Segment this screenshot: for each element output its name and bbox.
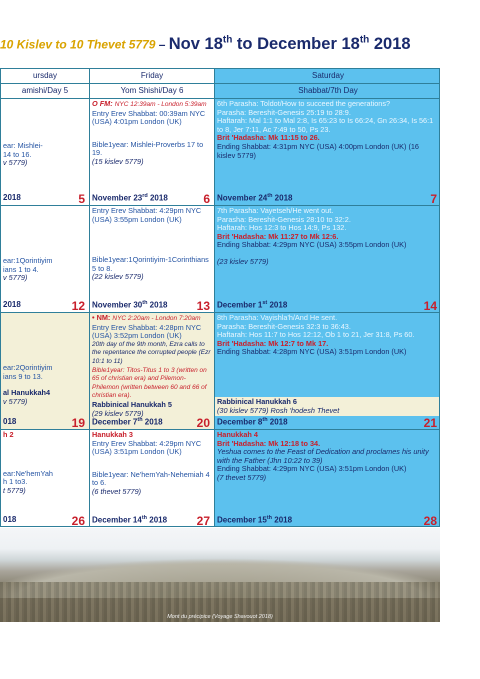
day-number: 13 [196,299,210,313]
day-number: 5 [78,192,85,206]
page-title: 10 Kislev to 10 Thevet 5779 – Nov 18th to December 18th 2018 [0,34,411,53]
day-number: 27 [196,514,210,527]
day-cell-thursday: ear:2Qorintiyim ians 9 to 13. al Hanukkah4 v 5779) 018 19 [1,313,89,430]
photo-caption: Mont du précipice (Voyage Shavouot 2018) [167,614,273,620]
parasha-title: 8th Parasha: Vayishla'h/And He sent. [217,313,338,322]
day-cell-saturday: 6th Parasha: Toldot/How to succeed the generations? Parasha: Bereshit-Genesis 25:19 to 28:9. Haftarah: Mal 1:1 to Mal 2:8, Is 65:23 to Is 66:24, Gn 26:34, Is 56:1 to 8, Jer 7:11, Ac 7:49 to 50, Ps 23. Brit 'Hadasha: Mk 11:15 to 26. Ending Shabbat: 4:31pm NYC (USA) 4:00pm London (UK) (16 kislev 5779) November 24th 2018 7 [215,99,440,206]
day-number: 28 [423,514,437,527]
day-cell-friday: Hanukkah 3 Entry Erev Shabbat: 4:29pm NYC (USA) 3:51pm London (UK) Bible1year: Ne'hemYah-Nehemiah 4 to 6. (6 thevet 5779) December 14th 2018 27 [90,430,214,527]
day-number: 19 [71,416,85,430]
day-cell-thursday: h 2 ear:Ne'hemYah h 1 to3. t 5779) 018 26 [1,430,89,527]
day-cell-friday: O FM: NYC 12:39am - London 5:39am Entry Erev Shabbat: 00:39am NYC (USA) 4:01pm London (UK) Bible1year: Mishlei-Proverbs 17 to 19. (15 kislev 5779) November 23rd 2018 6 [90,99,214,206]
landscape-photo [0,528,440,622]
day-number: 12 [71,299,85,313]
date-range-hebrew: 10 Kislev to 10 Thevet 5779 [0,37,156,52]
day-cell-thursday: ear: Mishlei- 14 to 16. v 5779) 2018 5 [1,99,89,206]
date-range-gregorian: Nov 18th to December 18th 2018 [168,34,411,53]
parasha-title: 7th Parasha: Vayetseh/He went out. [217,206,334,215]
column-header-thursday: ursday amishi/Day 5 [1,69,89,99]
column-header-friday: Friday Yom Shishi/Day 6 [90,69,214,99]
column-divider [89,69,90,526]
day-cell-saturday: 7th Parasha: Vayetseh/He went out. Parasha: Bereshit-Genesis 28:10 to 32:2. Haftarah: Hos 12:3 to Hos 14:9, Ps 132. Brit 'Hadasha: Mk 11:27 to Mk 12:6. Ending Shabbat: 4:29pm NYC (USA) 3:55pm London (UK) (23 kislev 5779) December 1st 2018 14 [215,206,440,313]
day-number: 20 [196,416,210,430]
column-divider [214,69,215,526]
column-header-saturday: Saturday Shabbat/7th Day [215,69,440,99]
day-cell-friday: Entry Erev Shabbat: 4:29pm NYC (USA) 3:55pm London (UK) Bible1year:1Qorintiyim-1Corinthians 5 to 8. (22 kislev 5779) November 30th 2018 13 [90,206,214,313]
calendar-grid [0,68,440,527]
hanukkah-band: Rabbinical Hanukkah 6 (30 kislev 5779) Rosh 'hodesh Thevet [215,397,440,416]
day-number: 26 [71,514,85,527]
parasha-title: 6th Parasha: Toldot/How to succeed the generations? [217,99,391,108]
day-cell-saturday: 8th Parasha: Vayishla'h/And He sent. Parasha: Bereshit-Genesis 32:3 to 36:43. Haftarah: Hos 11:7 to Hos 12:12, Ob 1 to 21, Jer 31:8, Ps 60. Brit 'Hadasha: Mk 12:7 to Mk 17. Ending Shabbat: 4:28pm NYC (USA) 3:51pm London (UK) Rabbinical Hanukkah 6 (30 kislev 5779) Rosh 'hodesh Thevet December 8th 2018 21 [215,313,440,430]
day-number: 14 [423,299,437,313]
day-number: 21 [423,416,437,430]
day-cell-saturday: Hanukkah 4 Brit 'Hadasha: Mk 12:18 to 34. Yeshua comes to the Feast of Dedication and proclames his unity with the Father (Jhn 10:22 to 39) Ending Shabbat: 4:29pm NYC (USA) 3:51pm London (UK) (7 thevet 5779) December 15th 2018 28 [215,430,440,527]
day-cell-thursday: ear:1Qorintiyim ians 1 to 4. v 5779) 2018 12 [1,206,89,313]
day-cell-friday: • NM: NYC 2:20am - London 7:20am Entry Erev Shabbat: 4:28pm NYC (USA) 3:52pm London (UK) 20th day of the 9th month, Ezra calls to the repentance the corrupted people (Ezr 10:1 to 11) Bible1year: Titos-Titus 1 to 3 (written on 65 of christian era) and Pilemon-Philemon (written between 60 and 66 of christian era). Rabbinical Hanukkah 5 (29 kislev 5779) December 7th 2018 20 [90,313,214,430]
day-number: 7 [430,192,437,206]
day-number: 6 [203,192,210,206]
